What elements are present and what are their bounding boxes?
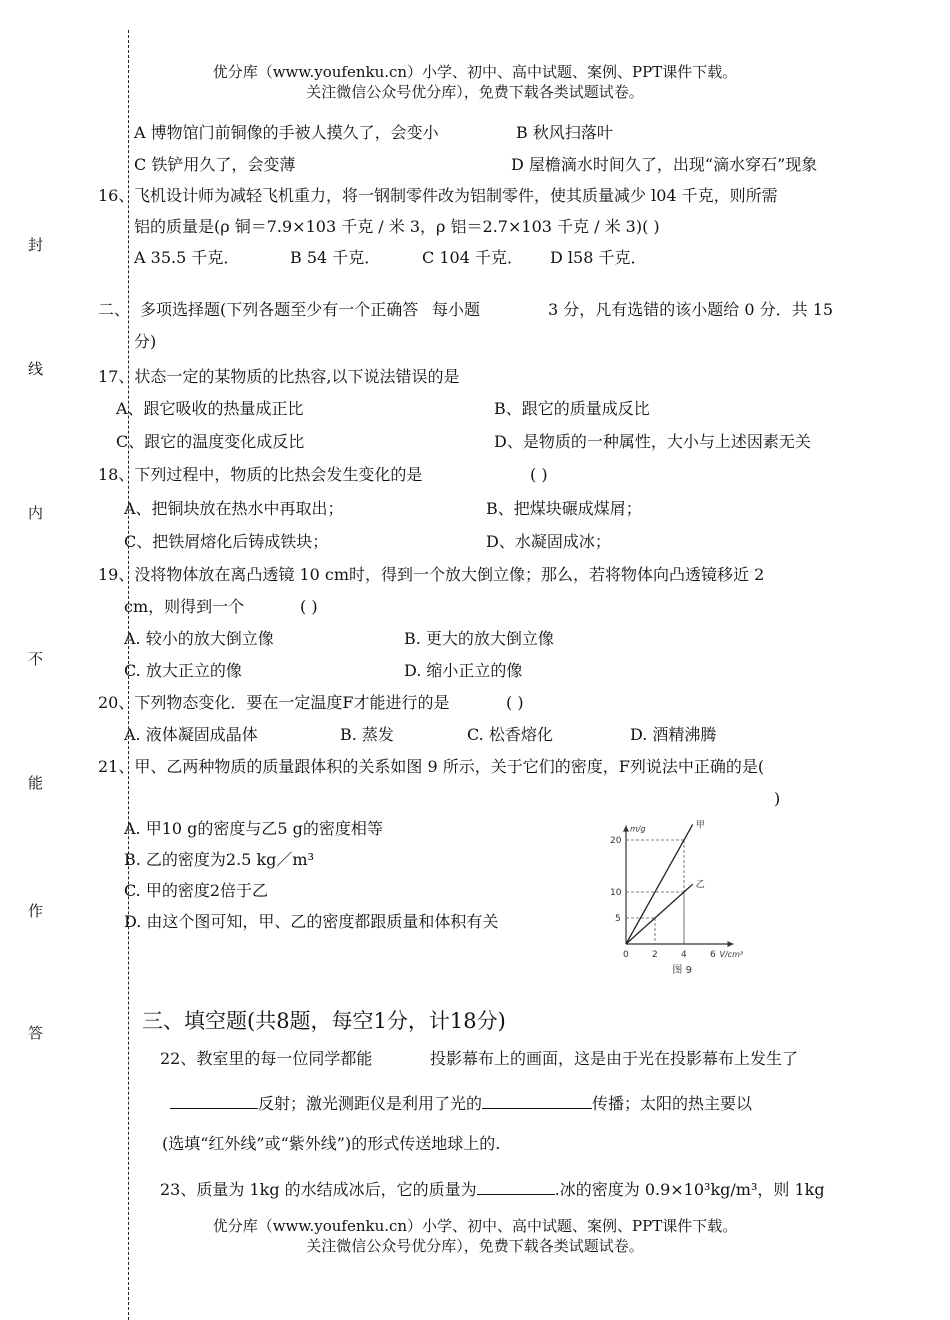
- series-label-1: 乙: [695, 880, 705, 891]
- figure-9-chart: [600, 812, 780, 982]
- y-tick-label-1: 10: [610, 888, 622, 898]
- section2-number: 二、: [98, 300, 131, 319]
- q16-number: 16、: [98, 186, 135, 205]
- q21-option-b: B. 乙的密度为2.5 kg／m³: [124, 850, 314, 869]
- section2-title-part-2: 每小题: [432, 300, 481, 319]
- section2-title-line-2: 分): [134, 332, 157, 351]
- q16-option-d: D l58 千克．: [550, 248, 647, 267]
- q22-line-1-part-1: 22、教室里的每一位同学都能: [160, 1049, 373, 1068]
- q18-answer-paren: ( ): [530, 465, 548, 484]
- x-tick-label-0: 0: [623, 950, 629, 960]
- q20-option-a: A. 液体凝固成晶体: [124, 725, 258, 744]
- q19-option-a: A. 较小的放大倒立像: [124, 629, 274, 648]
- x-tick-label-1: 2: [652, 950, 658, 960]
- q17-option-c: C、跟它的温度变化成反比: [116, 432, 305, 451]
- q22-line-2-part-1: 反射；激光测距仪是利用了光的: [258, 1094, 483, 1113]
- q19-stem-line-1: 19、没将物体放在离凸透镜 10 cm时，得到一个放大倒立像；那么，若将物体向凸透镜移近 2: [98, 565, 765, 584]
- q19-option-c: C. 放大正立的像: [124, 661, 242, 680]
- margin-char-xian: 线: [28, 360, 44, 378]
- q23-line-1-part-2: .冰的密度为 0.9×10³kg/m³，则 1kg: [554, 1180, 825, 1199]
- y-axis-label: m/g: [630, 824, 646, 834]
- q17-option-b: B、跟它的质量成反比: [494, 399, 650, 418]
- x-tick-label-3: 6: [710, 950, 716, 960]
- series-line-1: [626, 884, 693, 944]
- q15-option-b: B 秋风扫落叶: [516, 123, 613, 142]
- q16-stem-line-1: 飞机设计师为减轻飞机重力，将一钢制零件改为铝制零件，使其质量减少 l04 千克，则所需: [134, 186, 778, 205]
- q20-option-c: C. 松香熔化: [467, 725, 553, 744]
- footer-line-2: 关注微信公众号优分库），免费下载各类试题试卷。: [306, 1237, 644, 1255]
- x-axis-label: V/cm³: [719, 950, 744, 959]
- margin-char-da: 答: [28, 1024, 44, 1042]
- q23-line-1: [160, 1178, 825, 1200]
- q19-option-d: D. 缩小正立的像: [404, 661, 523, 680]
- q20-option-b: B. 蒸发: [340, 725, 394, 744]
- q16-option-b: B 54 千克．: [290, 248, 381, 267]
- q15-option-d: D 屋檐滴水时间久了，出现“滴水穿石”现象: [511, 155, 818, 174]
- q22-blank-1[interactable]: [170, 1092, 258, 1109]
- x-axis-arrow: [728, 941, 734, 947]
- y-axis-arrow: [623, 826, 629, 832]
- q21-option-c: C. 甲的密度2倍于乙: [124, 881, 269, 900]
- series-line-0: [626, 824, 693, 944]
- q21-stem-line-1: 21、甲、乙两种物质的质量跟体积的关系如图 9 所示，关于它们的密度，F列说法中正确的是(: [98, 757, 765, 776]
- q22-blank-2[interactable]: [482, 1092, 592, 1109]
- margin-char-bu: 不: [28, 650, 44, 668]
- q19-option-b: B. 更大的放大倒立像: [404, 629, 554, 648]
- margin-char-zuo: 作: [28, 902, 44, 920]
- q17-option-a: A、跟它吸收的热量成正比: [116, 399, 304, 418]
- q20-answer-paren: ( ): [506, 693, 524, 712]
- q21-stem-line-2: ): [774, 789, 781, 808]
- margin-char-feng: 封: [28, 236, 44, 254]
- series-label-0: 甲: [695, 820, 705, 831]
- q15-option-a: A 博物馆门前铜像的手被人摸久了，会变小: [134, 123, 439, 142]
- q23-line-1-part-1: 23、质量为 1kg 的水结成冰后，它的质量为: [160, 1180, 477, 1199]
- section3-title: 三、填空题(共8题，每空1分，计18分): [142, 1009, 506, 1033]
- q17-stem: 17、状态一定的某物质的比热容,以下说法错误的是: [98, 367, 460, 386]
- q22-line-2-part-2: 传播；太阳的热主要以: [592, 1094, 753, 1113]
- q21-option-d: D. 由这个图可知，甲、乙的密度都跟质量和体积有关: [124, 912, 499, 931]
- y-tick-label-0: 5: [615, 914, 621, 924]
- header-line-1: 优分库（www.youfenku.cn）小学、初中、高中试题、案例、PPT课件下载。: [212, 63, 738, 81]
- section2-title-part-3: 3 分，凡有选错的该小题给 0 分．共 15: [548, 300, 834, 319]
- q15-option-c: C 铁铲用久了，会变薄: [134, 155, 296, 174]
- q18-option-c: C、把铁屑熔化后铸成铁块；: [124, 532, 329, 551]
- q22-line-1-part-2: 投影幕布上的画面，这是由于光在投影幕布上发生了: [430, 1049, 799, 1068]
- q20-option-d: D. 酒精沸腾: [630, 725, 717, 744]
- q18-stem: 18、下列过程中，物质的比热会发生变化的是: [98, 465, 423, 484]
- y-tick-label-2: 20: [610, 836, 622, 846]
- header-line-2: 关注微信公众号优分库），免费下载各类试题试卷。: [306, 83, 644, 101]
- x-tick-label-2: 4: [681, 950, 687, 960]
- q22-line-2: [170, 1092, 752, 1114]
- q18-option-b: B、把煤块碾成煤屑；: [486, 499, 642, 518]
- footer-line-1: 优分库（www.youfenku.cn）小学、初中、高中试题、案例、PPT课件下载。: [212, 1217, 738, 1235]
- q18-option-d: D、水凝固成冰；: [486, 532, 611, 551]
- q16-option-c: C 104 千克．: [422, 248, 523, 267]
- figure-caption: 图 9: [672, 965, 692, 976]
- q19-answer-paren: ( ): [300, 597, 318, 616]
- q18-option-a: A、把铜块放在热水中再取出；: [124, 499, 344, 518]
- q19-stem-line-2: cm，则得到一个: [124, 597, 245, 616]
- q22-line-3: (选填“红外线”或“紫外线”)的形式传送地球上的.: [162, 1134, 501, 1153]
- margin-char-nei: 内: [28, 504, 44, 522]
- q17-option-d: D、是物质的一种属性，大小与上述因素无关: [494, 432, 811, 451]
- q16-option-a: A 35.5 千克．: [134, 248, 240, 267]
- section2-title-part-1: 多项选择题(下列各题至少有一个正确答: [140, 300, 419, 319]
- q23-blank-1[interactable]: [477, 1178, 555, 1195]
- q20-stem: 20、下列物态变化．要在一定温度F才能进行的是: [98, 693, 450, 712]
- q21-option-a: A. 甲10 g的密度与乙5 g的密度相等: [124, 819, 383, 838]
- q16-stem-line-2: 铝的质量是(ρ 铜＝7.9×103 千克 / 米 3，ρ 铝＝2.7×103 千克 / 米 3)( ): [134, 217, 660, 236]
- margin-char-neng: 能: [28, 774, 44, 792]
